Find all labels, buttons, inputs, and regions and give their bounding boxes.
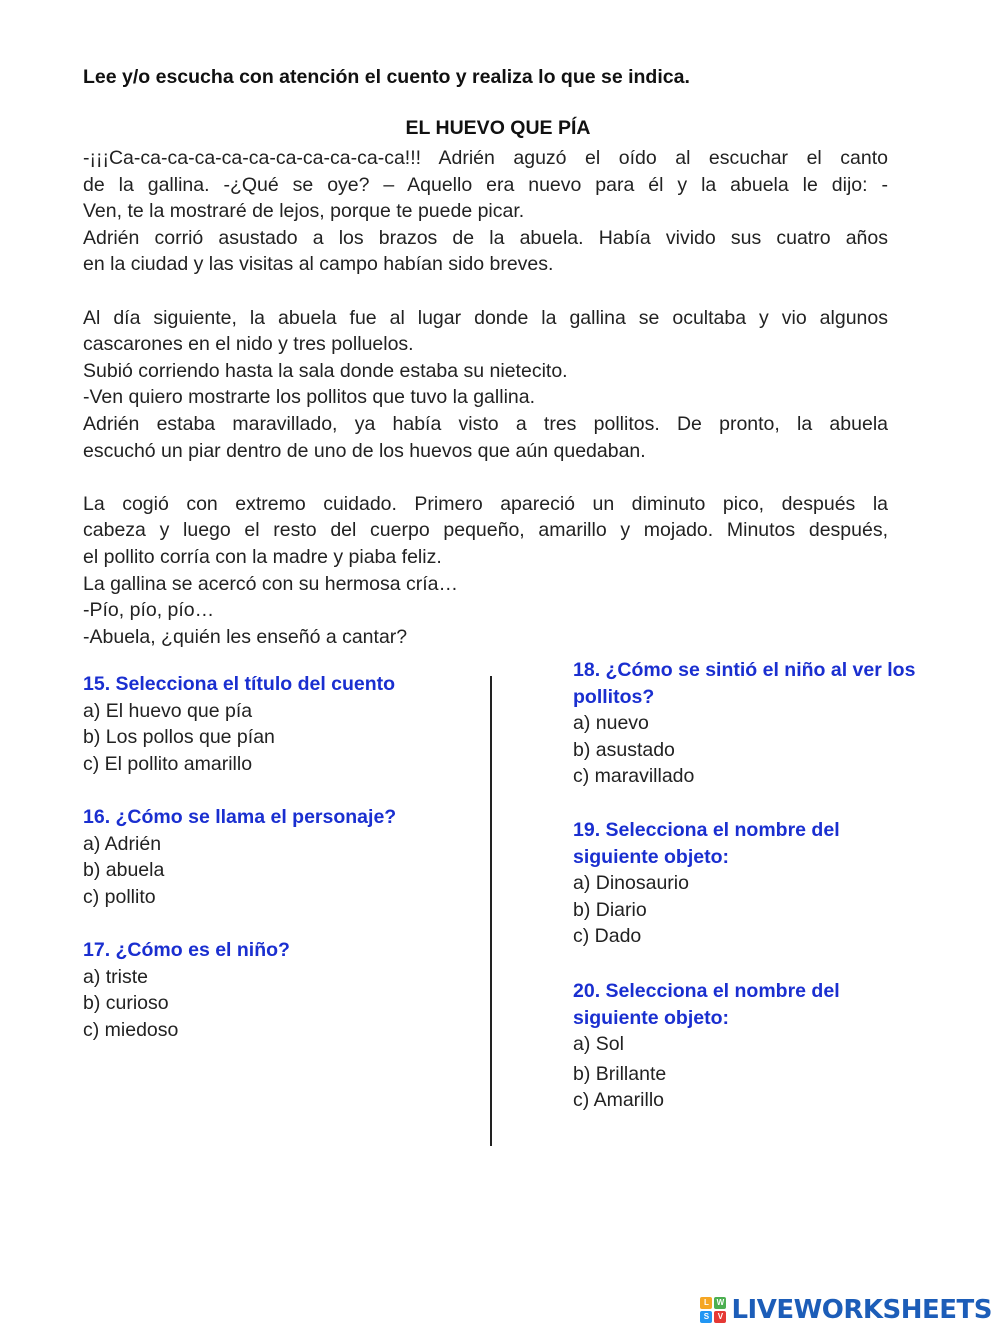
question-18 <box>573 657 943 790</box>
question-title: 19. Selecciona el nombre del siguiente objeto: <box>573 819 840 868</box>
story-line: Ven, te la mostraré de lejos, porque te puede picar. <box>83 200 525 223</box>
answer-option[interactable]: a) Dinosaurio <box>573 872 689 895</box>
question-title: 20. Selecciona el nombre del siguiente objeto: <box>573 980 840 1029</box>
story-title: EL HUEVO QUE PÍA <box>405 117 591 139</box>
answer-option[interactable]: c) pollito <box>83 885 156 908</box>
story-line: Subió corriendo hasta la sala donde estaba su nietecito. <box>83 359 568 382</box>
story-line: Adrién corrió asustado a los brazos de la abuela. Había vivido sus cuatro años <box>83 226 888 249</box>
story-line: escuchó un piar dentro de uno de los huevos que aún quedaban. <box>83 439 646 462</box>
answer-option[interactable]: a) Adrién <box>83 832 162 855</box>
question-17 <box>83 937 463 1043</box>
question-title: 16. ¿Cómo se llama el personaje? <box>83 806 397 828</box>
logo-square-s: S <box>700 1311 712 1323</box>
story-line: Adrién estaba maravillado, ya había visto a tres pollitos. De pronto, la abuela <box>83 412 888 435</box>
answer-option[interactable]: c) miedoso <box>83 1018 179 1041</box>
story-line: -Pío, pío, pío… <box>83 599 215 622</box>
logo-text: LIVEWORKSHEETS <box>731 1295 992 1325</box>
question-title: 15. Selecciona el título del cuento <box>83 673 396 695</box>
answer-option[interactable]: a) El huevo que pía <box>83 699 253 722</box>
answer-option[interactable]: b) curioso <box>83 992 169 1015</box>
answer-option[interactable]: a) nuevo <box>573 712 649 735</box>
liveworksheets-logo <box>700 1292 992 1328</box>
question-20 <box>573 978 893 1114</box>
story-line: Al día siguiente, la abuela fue al lugar donde la gallina se ocultaba y vio algunos <box>83 306 888 329</box>
logo-square-w: W <box>714 1297 726 1309</box>
answer-option[interactable]: c) Amarillo <box>573 1089 665 1112</box>
answer-option[interactable]: c) El pollito amarillo <box>83 752 253 775</box>
question-19 <box>573 817 893 950</box>
question-title: 18. ¿Cómo se sintió el niño al ver los pollitos? <box>573 659 916 708</box>
answer-option[interactable]: b) Los pollos que pían <box>83 726 275 749</box>
logo-square-v: V <box>714 1311 726 1323</box>
story-line: cascarones en el nido y tres polluelos. <box>83 333 414 356</box>
answer-option[interactable]: a) Sol <box>573 1033 624 1056</box>
story-line: -Ven quiero mostrarte los pollitos que tuvo la gallina. <box>83 386 536 409</box>
answer-option[interactable]: b) Brillante <box>573 1062 667 1085</box>
liveworksheets-logo-icon <box>700 1297 726 1323</box>
story-line: cabeza y luego el resto del cuerpo pequeño, amarillo y mojado. Minutos después, <box>83 519 888 542</box>
answer-option[interactable]: c) Dado <box>573 925 642 948</box>
answer-option[interactable]: a) triste <box>83 965 149 988</box>
question-15 <box>83 671 463 777</box>
story-line: La gallina se acercó con su hermosa cría… <box>83 572 459 595</box>
story-line: en la ciudad y las visitas al campo habían sido breves. <box>83 253 554 276</box>
story-line: -¡¡¡Ca-ca-ca-ca-ca-ca-ca-ca-ca-ca-ca!!! Adrién aguzó el oído al escuchar el canto <box>83 147 888 169</box>
question-title: 17. ¿Cómo es el niño? <box>83 939 290 961</box>
column-divider <box>490 676 492 1146</box>
story-line: el pollito corría con la madre y piaba feliz. <box>83 545 442 568</box>
story-text <box>83 145 888 650</box>
logo-square-l: L <box>700 1297 712 1309</box>
answer-option[interactable]: b) Diario <box>573 898 647 921</box>
question-16 <box>83 804 463 910</box>
answer-option[interactable]: b) abuela <box>83 859 165 882</box>
story-line: La cogió con extremo cuidado. Primero apareció un diminuto pico, después la <box>83 492 888 515</box>
story-line: -Abuela, ¿quién les enseñó a cantar? <box>83 625 408 648</box>
answer-option[interactable]: b) asustado <box>573 738 675 761</box>
answer-option[interactable]: c) maravillado <box>573 765 695 788</box>
instruction-heading: Lee y/o escucha con atención el cuento y realiza lo que se indica. <box>83 66 690 88</box>
story-line: de la gallina. -¿Qué se oye? – Aquello era nuevo para él y la abuela le dijo: - <box>83 173 888 196</box>
